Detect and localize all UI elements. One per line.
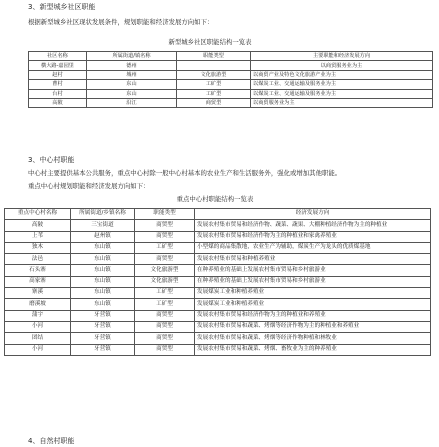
cell: 发展农村集市贸易和蔬菜、烤烟等经济作物为主的种植业和养殖业 — [195, 321, 431, 332]
table-row — [29, 98, 433, 107]
table-row — [5, 333, 431, 344]
cell: 牙营镇 — [71, 344, 135, 355]
header-cell: 职能类型 — [135, 209, 195, 220]
cell: 发展农村集市贸易和种植养殖业 — [195, 254, 431, 265]
section-desc-central-village-2: 重点中心村规划职能和经济发展方向如下： — [28, 182, 150, 190]
table-row — [5, 254, 431, 265]
cell: 石头寨 — [5, 265, 71, 276]
table-row — [29, 89, 433, 98]
section-desc-community: 根据新型城乡社区现状发展条件，规划职能和经济发展方向如下： — [28, 18, 214, 26]
table-row — [5, 265, 431, 276]
cell: 商贸型 — [135, 333, 195, 344]
cell: 发展煤炭工业和种植养殖业 — [195, 288, 431, 299]
cell: 以商贸服务业为主 — [251, 98, 433, 107]
cell: 三宝街道 — [71, 220, 135, 231]
cell: 赵州镇 — [71, 231, 135, 242]
table-row — [29, 70, 433, 79]
header-cell: 经济发展方向 — [195, 209, 431, 220]
table-row — [5, 288, 431, 299]
cell: 商贸型 — [135, 231, 195, 242]
cell: 在种养殖业的基础上发展农村集市贸易和乡村旅游业 — [195, 265, 431, 276]
cell: 商贸型 — [135, 344, 195, 355]
cell: 城州 — [87, 70, 177, 79]
cell: 法邑 — [5, 254, 71, 265]
cell: 发展农村集市贸易和经济作物为主的种植业和养殖业 — [195, 310, 431, 321]
table-row — [5, 321, 431, 332]
table-caption-community: 新型城乡社区职能结构一览表 — [168, 38, 252, 46]
cell: 东山镇 — [71, 276, 135, 287]
cell: 发展农村集市贸易和蔬菜、烤烟等经济作物种植和林牧业 — [195, 333, 431, 344]
cell: 以商贸产业及特色文化旅游产业为主 — [251, 70, 433, 79]
cell: 磨溪坡 — [5, 299, 71, 310]
cell: 牙营镇 — [71, 310, 135, 321]
cell: 台村 — [29, 89, 87, 98]
section-title-natural-village: 4、自然村职能 — [28, 437, 75, 445]
cell: 蒲宇 — [5, 310, 71, 321]
cell: 东山镇 — [71, 299, 135, 310]
cell: 东山镇 — [71, 265, 135, 276]
table-row — [5, 231, 431, 242]
cell: 商贸型 — [177, 98, 251, 107]
cell: 赵村 — [29, 70, 87, 79]
cell: 商贸型 — [135, 220, 195, 231]
cell: 曹村 — [29, 80, 87, 89]
cell: 沿江 — [87, 98, 177, 107]
cell: 独木 — [5, 242, 71, 253]
header-cell: 社区名称 — [29, 52, 87, 61]
cell: 工矿型 — [135, 288, 195, 299]
section-title-community: 3、新型城乡社区职能 — [28, 3, 96, 11]
header-cell: 重点中心村名称 — [5, 209, 71, 220]
cell: 高陂 — [5, 220, 71, 231]
table-row — [5, 242, 431, 253]
cell — [177, 61, 251, 70]
table-row — [29, 61, 433, 70]
cell: 工矿型 — [135, 242, 195, 253]
cell: 发展农村集市贸易和经济作物、蔬菜、蔬果、大棚种植经济作物为主的种植业 — [195, 220, 431, 231]
header-cell: 所属街道/乡镇名称 — [71, 209, 135, 220]
cell: 团结 — [5, 333, 71, 344]
table-row — [29, 80, 433, 89]
cell: 文化旅游型 — [177, 70, 251, 79]
table-header-row — [5, 209, 431, 220]
table-row — [5, 276, 431, 287]
cell: 东山 — [87, 89, 177, 98]
table-row — [5, 344, 431, 355]
section-title-central-village: 3、中心村职能 — [28, 156, 75, 164]
cell: 文化旅游型 — [135, 265, 195, 276]
cell: 商贸型 — [135, 254, 195, 265]
cell: 商贸型 — [135, 321, 195, 332]
community-table — [28, 51, 433, 108]
table-caption-central-village: 重点中心村职能结构一览表 — [176, 195, 254, 203]
cell: 工矿型 — [135, 299, 195, 310]
table-header-row — [29, 52, 433, 61]
cell: 工矿型 — [177, 89, 251, 98]
section-desc-central-village: 中心村主要提供基本公共服务，重点中心村除一般中心村基本的农业生产和生活服务外，强化或增加其他职能。 — [28, 169, 342, 177]
cell: 高陂 — [29, 98, 87, 107]
cell: 小河 — [5, 344, 71, 355]
cell: 小型煤的商品集散地，农业生产为辅助，煤炭生产为龙头的优质煤基地 — [195, 242, 431, 253]
table-row — [5, 220, 431, 231]
cell: 发展农村集市贸易和蔬菜、烤烟、畜牧业为主的种养殖业 — [195, 344, 431, 355]
cell: 东山 — [87, 80, 177, 89]
cell: 东山镇 — [71, 288, 135, 299]
table-row — [5, 310, 431, 321]
header-cell: 所属街道/镇名称 — [87, 52, 177, 61]
central-village-table — [4, 208, 431, 356]
cell: 上苇 — [5, 231, 71, 242]
cell: 发展农村集市贸易和经济作物为主的种植业和家禽养殖业 — [195, 231, 431, 242]
header-cell: 主要职能和经济发展方向 — [251, 52, 433, 61]
header-cell: 职能类型 — [177, 52, 251, 61]
cell: 以煤炭工业、交通运输及服务业为主 — [251, 89, 433, 98]
cell: 牙营镇 — [71, 333, 135, 344]
cell: 东山镇 — [71, 242, 135, 253]
cell: 以煤炭工业、交通运输及服务业为主 — [251, 80, 433, 89]
cell: 工矿型 — [177, 80, 251, 89]
cell: 牙营镇 — [71, 321, 135, 332]
cell: 商贸型 — [135, 310, 195, 321]
cell: 横大路-嘉园里 — [29, 61, 87, 70]
cell: 东山镇 — [71, 254, 135, 265]
table-row — [5, 299, 431, 310]
cell: 高家寨 — [5, 276, 71, 287]
cell: 文化旅游型 — [135, 276, 195, 287]
cell: 德州 — [87, 61, 177, 70]
cell: 发展煤炭工业和种植养殖业 — [195, 299, 431, 310]
cell: 以商贸服务业为主 — [251, 61, 433, 70]
cell: 在种养殖业的基础上发展农村集市贸易和乡村旅游业 — [195, 276, 431, 287]
cell: 寨溪 — [5, 288, 71, 299]
cell: 小河 — [5, 321, 71, 332]
